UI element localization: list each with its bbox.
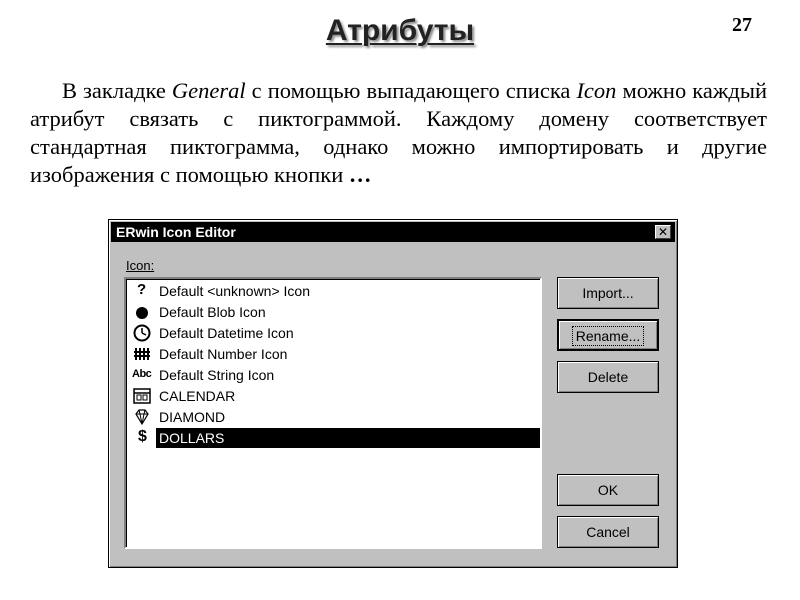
import-button[interactable]	[557, 277, 659, 309]
icon-listbox[interactable]	[124, 277, 542, 549]
list-item-label: Default <unknown> Icon	[159, 283, 310, 299]
icon-list-label-text: Icon:	[126, 258, 155, 273]
string-icon: Abc	[132, 368, 152, 380]
close-icon: ✕	[657, 225, 669, 239]
dialog-titlebar[interactable]	[111, 222, 675, 242]
cancel-button-label: Cancel	[586, 524, 630, 540]
paragraph-text: с помощью выпадающего списка	[245, 78, 577, 103]
dialog-title: ERwin Icon Editor	[116, 224, 236, 240]
list-item[interactable]	[130, 344, 540, 364]
icon-editor-dialog	[108, 219, 678, 568]
cancel-button[interactable]	[557, 516, 659, 548]
list-item-label: Default Blob Icon	[159, 304, 266, 320]
list-item[interactable]	[130, 407, 540, 427]
list-item[interactable]	[130, 281, 540, 301]
list-item-label: Default Number Icon	[159, 346, 288, 362]
icon-list-label	[126, 258, 154, 273]
blob-icon	[132, 303, 152, 321]
delete-button[interactable]	[557, 361, 659, 393]
calendar-icon	[132, 387, 152, 405]
list-item[interactable]	[130, 428, 540, 448]
list-item-label: DIAMOND	[159, 409, 226, 425]
list-item[interactable]	[130, 302, 540, 322]
ok-button[interactable]	[557, 474, 659, 506]
paragraph-text: можно каждый атрибут связать с пиктограммой. Каждому домену соответствует стандартная пиктограмма, однако можно импортировать и другие изображения с помощью кнопки	[30, 78, 767, 187]
diamond-icon	[132, 408, 152, 426]
close-button[interactable]	[655, 225, 671, 239]
list-item-label: Default String Icon	[159, 367, 275, 383]
rename-button-label: Rename...	[575, 328, 641, 344]
list-item[interactable]	[130, 386, 540, 406]
page-number: 27	[732, 14, 752, 36]
list-item-label: Default Datetime Icon	[159, 325, 294, 341]
list-item-label: CALENDAR	[159, 388, 236, 404]
dollar-icon: $	[138, 428, 147, 445]
number-icon	[132, 345, 152, 363]
import-button-label: Import...	[582, 285, 634, 301]
paragraph-general-term: General	[171, 78, 246, 103]
list-item-label: DOLLARS	[159, 430, 225, 446]
list-item[interactable]	[130, 365, 540, 385]
slide-title: Атрибуты	[325, 14, 475, 47]
paragraph-icon-term: Icon	[576, 78, 617, 103]
ok-button-label: OK	[597, 482, 619, 498]
body-paragraph	[30, 77, 767, 189]
paragraph-text: В закладке	[62, 78, 172, 103]
paragraph-ellipsis: …	[348, 162, 372, 187]
list-item[interactable]	[130, 323, 540, 343]
clock-icon	[132, 324, 152, 342]
question-icon: ?	[137, 281, 147, 298]
rename-button[interactable]	[557, 319, 659, 351]
delete-button-label: Delete	[587, 369, 629, 385]
